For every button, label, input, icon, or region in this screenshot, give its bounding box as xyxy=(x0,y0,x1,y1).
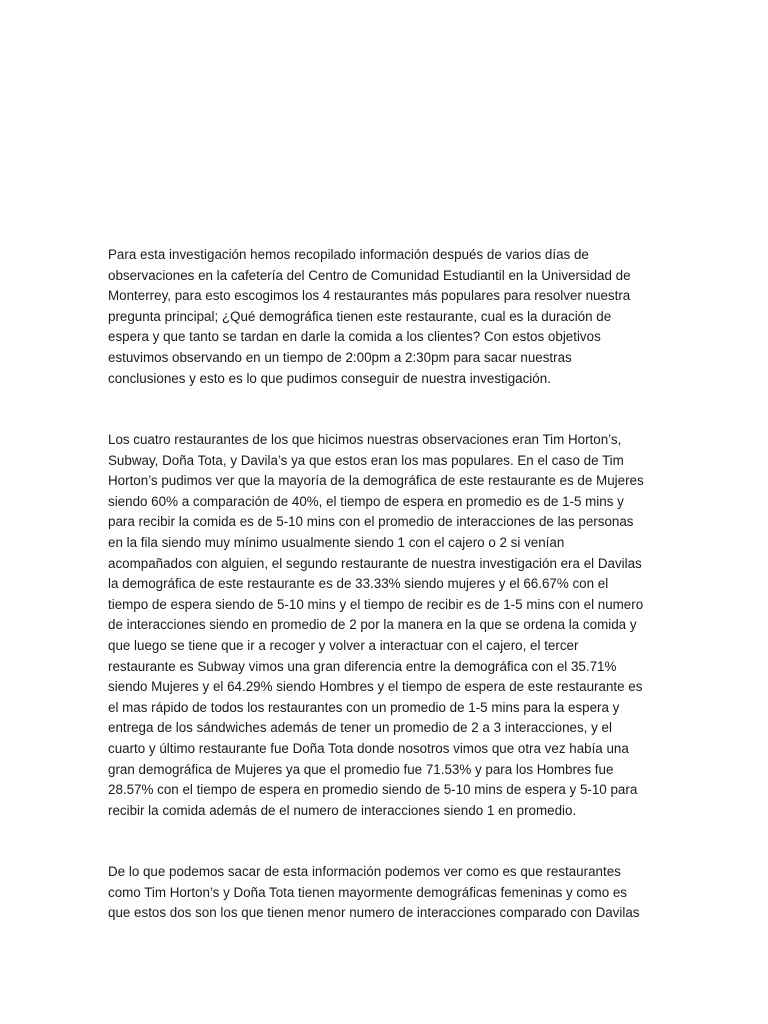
paragraph-conclusions: De lo que podemos sacar de esta información podemos ver como es que restaurantes como Tim Horton’s y Doña Tota tienen mayormente demográficas femeninas y como es que estos dos son los que tienen menor numero de interacciones comparado con Davilas xyxy=(108,864,640,921)
paragraph-introduction: Para esta investigación hemos recopilado información después de varios días de observaciones en la cafetería del Centro de Comunidad Estudiantil en la Universidad de Monterrey, para esto escogimos los 4 restaurantes más populares para resolver nuestra pregunta principal; ¿Qué demográfica tienen este restaurante, cual es la duración de espera y que tanto se tardan en darle la comida a los clientes? Con estos objetivos estuvimos observando en un tiempo de 2:00pm a 2:30pm para sacar nuestras conclusiones y esto es lo que pudimos conseguir de nuestra investigación. xyxy=(108,247,631,386)
paragraph-restaurant-observations: Los cuatro restaurantes de los que hicimos nuestras observaciones eran Tim Horton’s, Subway, Doña Tota, y Davila’s ya que estos eran los mas populares. En el caso de Tim Horton’s pudimos ver que la mayoría de la demográfica de este restaurante es de Mujeres siendo 60% a comparación de 40%, el tiempo de espera en promedio es de 1-5 mins y para recibir la comida es de 5-10 mins con el promedio de interacciones de las personas en la fila siendo muy mínimo usualmente siendo 1 con el cajero o 2 si venían acompañados con alguien, el segundo restaurante de nuestra investigación era el Davilas la demográfica de este restaurante es de 33.33% siendo mujeres y el 66.67% con el tiempo de espera siendo de 5-10 mins y el tiempo de recibir es de 1-5 mins con el numero de interacciones siendo en promedio de 2 por la manera en la que se ordena la comida y que luego se tiene que ir a recoger y volver a interactuar con el cajero, el tercer restaurante es Subway vimos una gran diferencia entre la demográfica con el 35.71% siendo Mujeres y el 64.29% siendo Hombres y el tiempo de espera de este restaurante es el mas rápido de todos los restaurantes con un promedio de 1-5 mins para la espera y entrega de los sándwiches además de tener un promedio de 2 a 3 interacciones, y el cuarto y último restaurante fue Doña Tota donde nosotros vimos que otra vez había una gran demográfica de Mujeres ya que el promedio fue 71.53% y para los Hombres fue 28.57% con el tiempo de espera en promedio siendo de 5-10 mins de espera y 5-10 para recibir la comida además de el numero de interacciones siendo 1 en promedio. xyxy=(108,432,644,818)
